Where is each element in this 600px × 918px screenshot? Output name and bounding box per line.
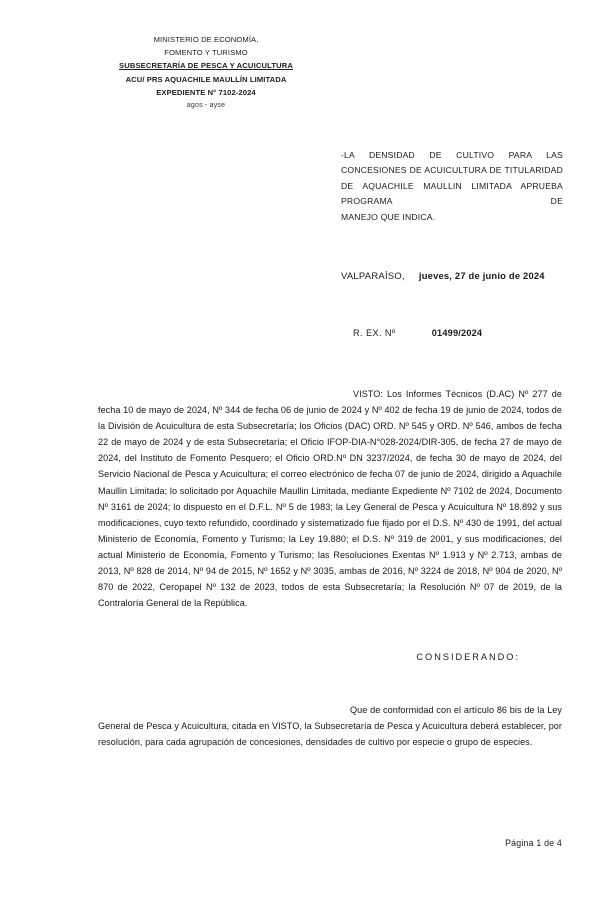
resolution-value: 01499/2024 xyxy=(431,328,483,338)
resolution-number xyxy=(353,328,482,338)
considerando-heading xyxy=(0,652,562,662)
issue-date: jueves, 27 de junio de 2024 xyxy=(418,270,545,281)
letterhead-subsecretaria: SUBSECRETARÍA DE PESCA Y ACUICULTURA xyxy=(118,61,294,71)
vistos-paragraph xyxy=(98,386,562,611)
vistos-lead: VISTO: Los Informes Técnicos (D.AC) Nº 277 xyxy=(353,389,548,399)
subject-block xyxy=(341,148,563,225)
considerando-lead: Que de conformidad con el artículo 86 bis xyxy=(350,705,522,715)
letterhead-ref-code: agos - ayse xyxy=(186,102,226,110)
page-number-label: Página 1 de 4 xyxy=(505,838,562,848)
page-footer xyxy=(0,838,562,848)
letterhead-ministry-line2: FOMENTO Y TURISMO xyxy=(164,48,248,58)
considerando-paragraph xyxy=(98,702,562,750)
subject-text: -LA DENSIDAD DE CULTIVO PARA LAS CONCESIONES DE ACUICULTURA DE TITULARIDAD DE AQUACHILE MAULLIN LIMITADA APRUEBA PROGRAMA DE xyxy=(341,150,563,207)
place-city: VALPARAÍSO, xyxy=(341,270,405,281)
considerando-heading-text: CONSIDERANDO: xyxy=(416,652,520,662)
considerando-text: de la Ley General de Pesca y Acuicultura, citada en VISTO, la Subsecretaría de Pesca y Acuicultura deberá establecer, por resolución, para cada agrupación de concesiones, densidades de cultivo por especie o grupo de especies. xyxy=(98,705,563,748)
vistos-text: de fecha 10 de mayo de 2024, Nº 344 de fecha 06 de junio de 2024 y Nº 402 de fecha 19 de junio de 2024, todos de la División de Acuicultura de esta Subsecretaría; los Oficios (DAC) ORD. Nº 545 y ORD. Nº 546, ambos de fecha 22 de mayo de 2024 y de esta Subsecretaría; el Oficio IFOP-DIA-N°028-2024/DIR-305, de fecha 27 de mayo de 2024, del Instituto de Fomento Pesquero; el Oficio ORD.Nº DN 3237/2024, de fecha 30 de mayo de 2024, del Servicio Nacional de Pesca y Acuicultura; el correo electrónico de fecha 07 de junio de 2024, dirigido a Aquachile Maullin Limitada; lo solicitado por Aquachile Maullin Limitada, mediante Expediente Nº 7102 de 2024, Documento Nº 3161 de 2024; lo dispuesto en el D.F.L. Nº 5 de 1983; la Ley General de Pesca y Acuicultura Nº 18.892 y sus modificaciones, cuyo texto refundido, coordinado y sistematizado fue fijado por el D.S. Nº 430 de 1991, del actual Ministerio de Economía, Fomento y Turismo; la Ley 19.880; el D.S. Nº 319 de 2001, y sus modificaciones, del actual Ministerio de Economía, Fomento y Turismo; las Resoluciones Exentas Nº 1.913 y Nº 2.713, ambas de 2013, Nº 828 de 2014, Nº 94 de 2015, Nº 1652 y Nº 3035, ambas de 2016, Nº 3224 de 2018, Nº 904 de 2020, Nº 870 de 2022, Ceropapel Nº 132 de 2023, todos de esta Subsecretaría; la Resolución Nº 07 de 2019, de la Contraloría General de la República. xyxy=(98,389,563,609)
letterhead-party: ACU/ PRS AQUACHILE MAULLÍN LIMITADA xyxy=(125,74,287,84)
letterhead-ministry-line1: MINISTERIO DE ECONOMÍA, xyxy=(153,35,259,44)
place-date xyxy=(341,270,545,281)
resolution-label: R. EX. Nº xyxy=(353,328,396,338)
letterhead-expediente: EXPEDIENTE N° 7102-2024 xyxy=(156,87,256,97)
letterhead xyxy=(86,33,326,112)
subject-last-line: MANEJO QUE INDICA. xyxy=(341,211,436,222)
